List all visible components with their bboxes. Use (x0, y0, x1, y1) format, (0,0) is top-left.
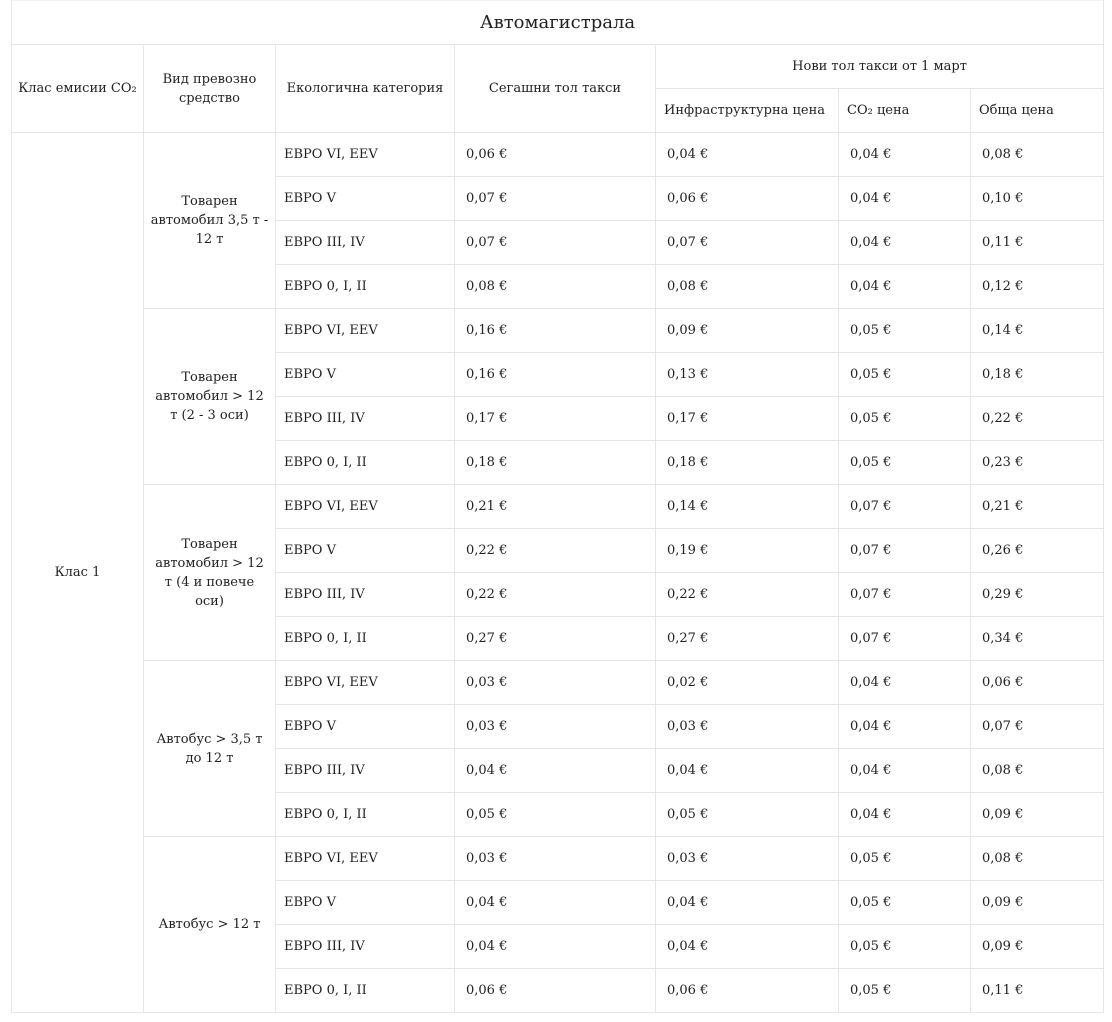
total-price-cell: 0,08 € (971, 837, 1104, 881)
toll-table (11, 0, 1104, 1013)
total-price-cell: 0,23 € (971, 441, 1104, 485)
table-body (12, 133, 1104, 1013)
vehicle-type-cell: Автобус > 12 т (144, 837, 276, 1013)
header-vehicle-type: Вид превозно средство (144, 45, 276, 133)
total-price-cell: 0,11 € (971, 969, 1104, 1013)
infra-price-cell: 0,03 € (656, 837, 839, 881)
current-toll-cell: 0,03 € (455, 837, 656, 881)
co2-price-cell: 0,05 € (839, 441, 971, 485)
current-toll-cell: 0,27 € (455, 617, 656, 661)
header-co2-class: Клас емисии CO₂ (12, 45, 144, 133)
infra-price-cell: 0,02 € (656, 661, 839, 705)
eco-category-cell: ЕВРО VI, EEV (276, 661, 455, 705)
total-price-cell: 0,08 € (971, 133, 1104, 177)
co2-price-cell: 0,05 € (839, 309, 971, 353)
table-row (12, 837, 1104, 881)
eco-category-cell: ЕВРО III, IV (276, 749, 455, 793)
infra-price-cell: 0,07 € (656, 221, 839, 265)
infra-price-cell: 0,17 € (656, 397, 839, 441)
infra-price-cell: 0,05 € (656, 793, 839, 837)
eco-category-cell: ЕВРО III, IV (276, 573, 455, 617)
co2-price-cell: 0,04 € (839, 793, 971, 837)
eco-category-cell: ЕВРО 0, I, II (276, 617, 455, 661)
eco-category-cell: ЕВРО 0, I, II (276, 793, 455, 837)
eco-category-cell: ЕВРО VI, EEV (276, 485, 455, 529)
current-toll-cell: 0,04 € (455, 749, 656, 793)
header-current-toll: Сегашни тол такси (455, 45, 656, 133)
infra-price-cell: 0,13 € (656, 353, 839, 397)
infra-price-cell: 0,14 € (656, 485, 839, 529)
infra-price-cell: 0,18 € (656, 441, 839, 485)
co2-price-cell: 0,05 € (839, 837, 971, 881)
total-price-cell: 0,18 € (971, 353, 1104, 397)
co2-price-cell: 0,05 € (839, 925, 971, 969)
co2-price-cell: 0,04 € (839, 133, 971, 177)
header-total-price: Обща цена (971, 89, 1104, 133)
header-co2-price: CO₂ цена (839, 89, 971, 133)
total-price-cell: 0,09 € (971, 793, 1104, 837)
co2-price-cell: 0,04 € (839, 177, 971, 221)
vehicle-type-cell: Товарен автомобил > 12 т (4 и повече оси) (144, 485, 276, 661)
infra-price-cell: 0,04 € (656, 925, 839, 969)
current-toll-cell: 0,16 € (455, 309, 656, 353)
total-price-cell: 0,12 € (971, 265, 1104, 309)
co2-price-cell: 0,07 € (839, 529, 971, 573)
total-price-cell: 0,11 € (971, 221, 1104, 265)
current-toll-cell: 0,08 € (455, 265, 656, 309)
eco-category-cell: ЕВРО VI, EEV (276, 309, 455, 353)
infra-price-cell: 0,08 € (656, 265, 839, 309)
co2-price-cell: 0,05 € (839, 397, 971, 441)
total-price-cell: 0,22 € (971, 397, 1104, 441)
current-toll-cell: 0,04 € (455, 925, 656, 969)
total-price-cell: 0,09 € (971, 925, 1104, 969)
table-row (12, 485, 1104, 529)
current-toll-cell: 0,06 € (455, 133, 656, 177)
total-price-cell: 0,09 € (971, 881, 1104, 925)
co2-class-cell: Клас 1 (12, 133, 144, 1013)
infra-price-cell: 0,04 € (656, 881, 839, 925)
eco-category-cell: ЕВРО 0, I, II (276, 265, 455, 309)
eco-category-cell: ЕВРО VI, EEV (276, 837, 455, 881)
total-price-cell: 0,26 € (971, 529, 1104, 573)
table-title: Автомагистрала (12, 1, 1104, 45)
co2-price-cell: 0,05 € (839, 881, 971, 925)
total-price-cell: 0,34 € (971, 617, 1104, 661)
header-infra-price: Инфраструктурна цена (656, 89, 839, 133)
eco-category-cell: ЕВРО III, IV (276, 221, 455, 265)
current-toll-cell: 0,04 € (455, 881, 656, 925)
total-price-cell: 0,29 € (971, 573, 1104, 617)
infra-price-cell: 0,19 € (656, 529, 839, 573)
co2-price-cell: 0,04 € (839, 705, 971, 749)
co2-price-cell: 0,04 € (839, 661, 971, 705)
current-toll-cell: 0,22 € (455, 529, 656, 573)
current-toll-cell: 0,07 € (455, 221, 656, 265)
eco-category-cell: ЕВРО V (276, 705, 455, 749)
current-toll-cell: 0,22 € (455, 573, 656, 617)
current-toll-cell: 0,21 € (455, 485, 656, 529)
eco-category-cell: ЕВРО V (276, 881, 455, 925)
total-price-cell: 0,07 € (971, 705, 1104, 749)
total-price-cell: 0,21 € (971, 485, 1104, 529)
co2-price-cell: 0,05 € (839, 353, 971, 397)
current-toll-cell: 0,06 € (455, 969, 656, 1013)
eco-category-cell: ЕВРО V (276, 529, 455, 573)
co2-price-cell: 0,04 € (839, 265, 971, 309)
current-toll-cell: 0,16 € (455, 353, 656, 397)
co2-price-cell: 0,07 € (839, 485, 971, 529)
table-row (12, 133, 1104, 177)
header-eco-category: Екологична категория (276, 45, 455, 133)
infra-price-cell: 0,22 € (656, 573, 839, 617)
current-toll-cell: 0,18 € (455, 441, 656, 485)
infra-price-cell: 0,04 € (656, 749, 839, 793)
table-row (12, 309, 1104, 353)
infra-price-cell: 0,04 € (656, 133, 839, 177)
total-price-cell: 0,10 € (971, 177, 1104, 221)
current-toll-cell: 0,17 € (455, 397, 656, 441)
eco-category-cell: ЕВРО III, IV (276, 397, 455, 441)
vehicle-type-cell: Товарен автомобил 3,5 т - 12 т (144, 133, 276, 309)
co2-price-cell: 0,04 € (839, 749, 971, 793)
infra-price-cell: 0,06 € (656, 969, 839, 1013)
total-price-cell: 0,08 € (971, 749, 1104, 793)
eco-category-cell: ЕВРО 0, I, II (276, 441, 455, 485)
table-row (12, 661, 1104, 705)
vehicle-type-cell: Автобус > 3,5 т до 12 т (144, 661, 276, 837)
current-toll-cell: 0,05 € (455, 793, 656, 837)
infra-price-cell: 0,06 € (656, 177, 839, 221)
eco-category-cell: ЕВРО III, IV (276, 925, 455, 969)
infra-price-cell: 0,09 € (656, 309, 839, 353)
header-new-toll: Нови тол такси от 1 март (656, 45, 1104, 89)
total-price-cell: 0,14 € (971, 309, 1104, 353)
vehicle-type-cell: Товарен автомобил > 12 т (2 - 3 оси) (144, 309, 276, 485)
co2-price-cell: 0,07 € (839, 617, 971, 661)
current-toll-cell: 0,07 € (455, 177, 656, 221)
total-price-cell: 0,06 € (971, 661, 1104, 705)
eco-category-cell: ЕВРО 0, I, II (276, 969, 455, 1013)
infra-price-cell: 0,03 € (656, 705, 839, 749)
eco-category-cell: ЕВРО V (276, 177, 455, 221)
co2-price-cell: 0,07 € (839, 573, 971, 617)
eco-category-cell: ЕВРО VI, EEV (276, 133, 455, 177)
eco-category-cell: ЕВРО V (276, 353, 455, 397)
current-toll-cell: 0,03 € (455, 661, 656, 705)
co2-price-cell: 0,04 € (839, 221, 971, 265)
toll-table-container (11, 0, 1103, 1013)
co2-price-cell: 0,05 € (839, 969, 971, 1013)
current-toll-cell: 0,03 € (455, 705, 656, 749)
infra-price-cell: 0,27 € (656, 617, 839, 661)
